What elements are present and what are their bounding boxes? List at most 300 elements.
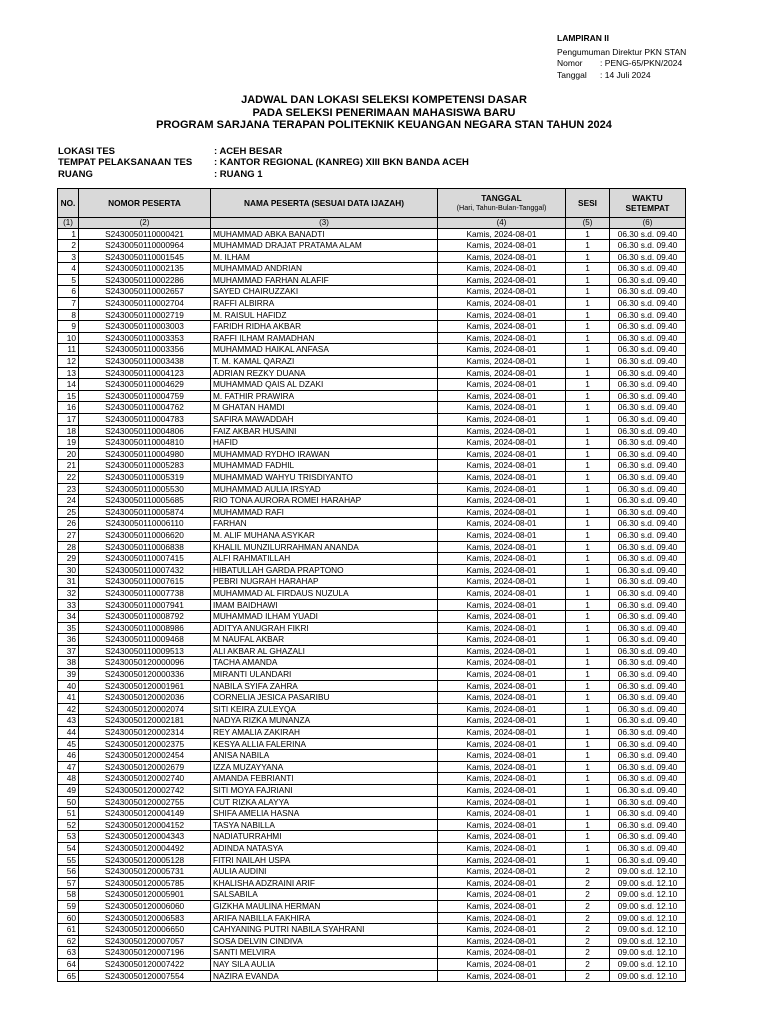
table-row [58,819,686,831]
session: 1 [566,796,610,808]
local-time: 09.00 s.d. 12.10 [610,970,686,982]
session: 1 [566,437,610,449]
tempat-value: : KANTOR REGIONAL (KANREG) XIII BKN BANDA ACEH [214,157,469,169]
title-line1: JADWAL DAN LOKASI SELEKSI KOMPETENSI DASAR [241,94,527,106]
row-number: 34 [58,611,79,623]
local-time: 06.30 s.d. 09.40 [610,518,686,530]
title-line2: PADA SELEKSI PENERIMAAN MAHASISWA BARU [252,106,516,119]
header-waktu-line1: WAKTU [632,193,663,203]
participant-name: GIZKHA MAULINA HERMAN [211,900,438,912]
table-row [58,483,686,495]
table-row [58,947,686,959]
test-date: Kamis, 2024-08-01 [438,669,566,681]
session: 1 [566,529,610,541]
table-row [58,889,686,901]
participant-name: ARIFA NABILLA FAKHIRA [211,912,438,924]
session: 2 [566,970,610,982]
table-row [58,611,686,623]
row-number: 27 [58,529,79,541]
header-nama-peserta: NAMA PESERTA (SESUAI DATA IJAZAH) [211,189,438,218]
table-row [58,495,686,507]
test-date: Kamis, 2024-08-01 [438,414,566,426]
table-row [58,738,686,750]
table-row [58,506,686,518]
participant-number: S2430050110002657 [79,286,211,298]
participant-number: S2430050110000421 [79,228,211,240]
session: 1 [566,831,610,843]
local-time: 06.30 s.d. 09.40 [610,506,686,518]
participant-number: S2430050120004492 [79,842,211,854]
row-number: 12 [58,356,79,368]
participant-name: SAYED CHAIRUZZAKI [211,286,438,298]
participant-name: HIBATULLAH GARDA PRAPTONO [211,564,438,576]
table-row [58,657,686,669]
local-time: 06.30 s.d. 09.40 [610,553,686,565]
session: 1 [566,634,610,646]
participant-name: MUHAMMAD FARHAN ALAFIF [211,274,438,286]
table-row [58,587,686,599]
test-date: Kamis, 2024-08-01 [438,750,566,762]
participant-name: MUHAMMAD AL FIRDAUS NUZULA [211,587,438,599]
test-date: Kamis, 2024-08-01 [438,344,566,356]
local-time: 06.30 s.d. 09.40 [610,831,686,843]
table-row [58,402,686,414]
table-row [58,645,686,657]
table-row [58,727,686,739]
local-time: 06.30 s.d. 09.40 [610,796,686,808]
table-row [58,309,686,321]
header-no: NO. [58,189,79,218]
table-row [58,471,686,483]
local-time: 06.30 s.d. 09.40 [610,251,686,263]
lampiran-block [557,33,686,81]
participant-name: M. ALIF MUHANA ASYKAR [211,529,438,541]
row-number: 19 [58,437,79,449]
participant-name: CORNELIA JESICA PASARIBU [211,692,438,704]
local-time: 06.30 s.d. 09.40 [610,785,686,797]
table-row [58,761,686,773]
local-time: 06.30 s.d. 09.40 [610,727,686,739]
test-date: Kamis, 2024-08-01 [438,645,566,657]
document-title [0,94,768,132]
participant-name: MUHAMMAD AULIA IRSYAD [211,483,438,495]
local-time: 06.30 s.d. 09.40 [610,622,686,634]
session: 1 [566,425,610,437]
table-row [58,842,686,854]
session: 2 [566,935,610,947]
participant-number: S2430050120002755 [79,796,211,808]
header-tanggal-sub: (Hari, Tahun-Bulan-Tanggal) [456,203,547,212]
participant-name: ANISA NABILA [211,750,438,762]
table-row [58,715,686,727]
table-row [58,680,686,692]
lampiran-line1: Pengumuman Direktur PKN STAN [557,46,687,57]
participant-number: S2430050110003353 [79,332,211,344]
row-number: 4 [58,263,79,275]
table-row [58,240,686,252]
participant-name: SHIFA AMELIA HASNA [211,808,438,820]
table-row [58,831,686,843]
test-date: Kamis, 2024-08-01 [438,947,566,959]
row-number: 9 [58,321,79,333]
participant-number: S2430050120007422 [79,958,211,970]
table-row [58,379,686,391]
local-time: 06.30 s.d. 09.40 [610,471,686,483]
row-number: 64 [58,958,79,970]
row-number: 7 [58,298,79,310]
participant-name: RIO TONA AURORA ROMEI HARAHAP [211,495,438,507]
local-time: 06.30 s.d. 09.40 [610,448,686,460]
participant-number: S2430050120004152 [79,819,211,831]
test-date: Kamis, 2024-08-01 [438,819,566,831]
participant-name: M NAUFAL AKBAR [211,634,438,646]
header-nomor-peserta: NOMOR PESERTA [79,189,211,218]
row-number: 30 [58,564,79,576]
table-row [58,808,686,820]
row-number: 3 [58,251,79,263]
participants-table [57,188,686,982]
local-time: 06.30 s.d. 09.40 [610,367,686,379]
participant-number: S2430050110000964 [79,240,211,252]
session: 1 [566,738,610,750]
participant-number: S2430050120002181 [79,715,211,727]
row-number: 13 [58,367,79,379]
row-number: 56 [58,866,79,878]
participant-number: S2430050110006838 [79,541,211,553]
participant-number: S2430050110007738 [79,587,211,599]
row-number: 28 [58,541,79,553]
local-time: 06.30 s.d. 09.40 [610,541,686,553]
test-date: Kamis, 2024-08-01 [438,425,566,437]
header-waktu-line2: SETEMPAT [625,203,670,213]
colnum-2: (2) [79,218,211,229]
session: 2 [566,947,610,959]
local-time: 06.30 s.d. 09.40 [610,819,686,831]
row-number: 42 [58,703,79,715]
test-date: Kamis, 2024-08-01 [438,924,566,936]
participant-number: S2430050110004980 [79,448,211,460]
test-date: Kamis, 2024-08-01 [438,715,566,727]
local-time: 06.30 s.d. 09.40 [610,669,686,681]
participant-number: S2430050120004149 [79,808,211,820]
participant-number: S2430050120002314 [79,727,211,739]
row-number: 26 [58,518,79,530]
row-number: 60 [58,912,79,924]
row-number: 44 [58,727,79,739]
session: 2 [566,912,610,924]
local-time: 06.30 s.d. 09.40 [610,703,686,715]
participant-name: SOSA DELVIN CINDIVA [211,935,438,947]
local-time: 06.30 s.d. 09.40 [610,634,686,646]
table-row [58,251,686,263]
test-date: Kamis, 2024-08-01 [438,900,566,912]
table-row [58,344,686,356]
table-row [58,796,686,808]
row-number: 24 [58,495,79,507]
test-date: Kamis, 2024-08-01 [438,564,566,576]
table-row [58,866,686,878]
table-row [58,529,686,541]
session: 1 [566,622,610,634]
session: 2 [566,866,610,878]
local-time: 09.00 s.d. 12.10 [610,866,686,878]
session: 1 [566,251,610,263]
test-date: Kamis, 2024-08-01 [438,286,566,298]
local-time: 06.30 s.d. 09.40 [610,692,686,704]
participant-name: M GHATAN HAMDI [211,402,438,414]
test-date: Kamis, 2024-08-01 [438,576,566,588]
row-number: 53 [58,831,79,843]
local-time: 06.30 s.d. 09.40 [610,738,686,750]
table-row [58,924,686,936]
table-row [58,958,686,970]
participant-number: S2430050110005685 [79,495,211,507]
participant-number: S2430050110004629 [79,379,211,391]
session: 2 [566,889,610,901]
test-date: Kamis, 2024-08-01 [438,553,566,565]
participant-name: KESYA ALLIA FALERINA [211,738,438,750]
test-date: Kamis, 2024-08-01 [438,298,566,310]
local-time: 06.30 s.d. 09.40 [610,390,686,402]
table-row [58,564,686,576]
row-number: 20 [58,448,79,460]
row-number: 35 [58,622,79,634]
table-header-row [58,189,686,218]
row-number: 63 [58,947,79,959]
test-date: Kamis, 2024-08-01 [438,935,566,947]
test-date: Kamis, 2024-08-01 [438,460,566,472]
session: 1 [566,599,610,611]
table-row [58,425,686,437]
participant-name: SALSABILA [211,889,438,901]
test-date: Kamis, 2024-08-01 [438,309,566,321]
session: 1 [566,750,610,762]
participant-name: ALI AKBAR AL GHAZALI [211,645,438,657]
table-row [58,970,686,982]
local-time: 06.30 s.d. 09.40 [610,761,686,773]
test-date: Kamis, 2024-08-01 [438,854,566,866]
row-number: 22 [58,471,79,483]
session: 1 [566,727,610,739]
participant-name: SANTI MELVIRA [211,947,438,959]
participant-number: S2430050110008986 [79,622,211,634]
row-number: 25 [58,506,79,518]
session: 1 [566,228,610,240]
location-info [58,146,469,180]
column-number-row [58,218,686,229]
test-date: Kamis, 2024-08-01 [438,506,566,518]
participant-number: S2430050120002679 [79,761,211,773]
test-date: Kamis, 2024-08-01 [438,599,566,611]
session: 1 [566,402,610,414]
participant-name: PEBRI NUGRAH HARAHAP [211,576,438,588]
session: 1 [566,460,610,472]
local-time: 09.00 s.d. 12.10 [610,889,686,901]
session: 1 [566,564,610,576]
local-time: 06.30 s.d. 09.40 [610,414,686,426]
participant-number: S2430050120005731 [79,866,211,878]
test-date: Kamis, 2024-08-01 [438,437,566,449]
nomor-value: : PENG-65/PKN/2024 [600,58,683,68]
test-date: Kamis, 2024-08-01 [438,483,566,495]
nomor-key: Nomor [557,58,583,68]
row-number: 41 [58,692,79,704]
test-date: Kamis, 2024-08-01 [438,518,566,530]
local-time: 06.30 s.d. 09.40 [610,564,686,576]
row-number: 45 [58,738,79,750]
lampiran-tanggal [557,70,686,82]
row-number: 8 [58,309,79,321]
local-time: 06.30 s.d. 09.40 [610,344,686,356]
session: 1 [566,367,610,379]
participant-name: NADYA RIZKA MUNANZA [211,715,438,727]
tanggal-key: Tanggal [557,69,587,80]
row-number: 5 [58,274,79,286]
table-row [58,228,686,240]
participant-number: S2430050110009468 [79,634,211,646]
table-row [58,437,686,449]
participant-number: S2430050110005283 [79,460,211,472]
header-tanggal-label: TANGGAL [481,193,522,203]
local-time: 06.30 s.d. 09.40 [610,228,686,240]
header-waktu [610,189,686,218]
participant-number: S2430050110007615 [79,576,211,588]
participant-number: S2430050110004783 [79,414,211,426]
participant-number: S2430050110002719 [79,309,211,321]
participant-number: S2430050110007941 [79,599,211,611]
session: 1 [566,587,610,599]
local-time: 06.30 s.d. 09.40 [610,599,686,611]
table-row [58,703,686,715]
participant-name: TASYA NABILLA [211,819,438,831]
participant-number: S2430050110005530 [79,483,211,495]
session: 1 [566,518,610,530]
test-date: Kamis, 2024-08-01 [438,251,566,263]
test-date: Kamis, 2024-08-01 [438,831,566,843]
session: 1 [566,495,610,507]
participant-number: S2430050110005874 [79,506,211,518]
participant-number: S2430050110002286 [79,274,211,286]
row-number: 2 [58,240,79,252]
local-time: 06.30 s.d. 09.40 [610,286,686,298]
lokasi-value: : ACEH BESAR [214,146,283,157]
test-date: Kamis, 2024-08-01 [438,877,566,889]
colnum-6: (6) [610,218,686,229]
participant-name: MUHAMMAD RYDHO IRAWAN [211,448,438,460]
test-date: Kamis, 2024-08-01 [438,390,566,402]
row-number: 10 [58,332,79,344]
table-row [58,576,686,588]
participant-name: MUHAMMAD WAHYU TRISDIYANTO [211,471,438,483]
participant-number: S2430050110004810 [79,437,211,449]
local-time: 09.00 s.d. 12.10 [610,947,686,959]
session: 1 [566,379,610,391]
local-time: 06.30 s.d. 09.40 [610,274,686,286]
participant-name: MUHAMMAD ABKA BANADTI [211,228,438,240]
session: 1 [566,344,610,356]
test-date: Kamis, 2024-08-01 [438,321,566,333]
session: 1 [566,541,610,553]
participant-number: S2430050110004759 [79,390,211,402]
tanggal-value: : 14 Juli 2024 [600,69,651,80]
local-time: 06.30 s.d. 09.40 [610,263,686,275]
participant-name: IZZA MUZAYYANA [211,761,438,773]
row-number: 43 [58,715,79,727]
participant-name: M. FATHIR PRAWIRA [211,390,438,402]
colnum-4: (4) [438,218,566,229]
participant-name: CAHYANING PUTRI NABILA SYAHRANI [211,924,438,936]
tempat-key: TEMPAT PELAKSANAAN TES [58,157,193,169]
local-time: 06.30 s.d. 09.40 [610,529,686,541]
session: 1 [566,471,610,483]
test-date: Kamis, 2024-08-01 [438,622,566,634]
test-date: Kamis, 2024-08-01 [438,889,566,901]
test-date: Kamis, 2024-08-01 [438,402,566,414]
test-date: Kamis, 2024-08-01 [438,634,566,646]
participant-number: S2430050110002135 [79,263,211,275]
participant-number: S2430050110006110 [79,518,211,530]
participant-number: S2430050110005319 [79,471,211,483]
participant-name: MUHAMMAD HAIKAL ANFASA [211,344,438,356]
table-row [58,321,686,333]
row-number: 57 [58,877,79,889]
session: 1 [566,448,610,460]
table-row [58,854,686,866]
header-sesi: SESI [566,189,610,218]
test-date: Kamis, 2024-08-01 [438,912,566,924]
row-number: 51 [58,808,79,820]
session: 1 [566,773,610,785]
table-row [58,900,686,912]
row-number: 14 [58,379,79,391]
table-row [58,634,686,646]
participant-number: S2430050110004123 [79,367,211,379]
local-time: 06.30 s.d. 09.40 [610,842,686,854]
local-time: 06.30 s.d. 09.40 [610,854,686,866]
test-date: Kamis, 2024-08-01 [438,529,566,541]
colnum-1: (1) [58,218,79,229]
test-date: Kamis, 2024-08-01 [438,796,566,808]
local-time: 06.30 s.d. 09.40 [610,425,686,437]
session: 1 [566,657,610,669]
session: 1 [566,263,610,275]
session: 1 [566,414,610,426]
row-number: 55 [58,854,79,866]
row-number: 32 [58,587,79,599]
participant-name: ADRIAN REZKY DUANA [211,367,438,379]
participant-number: S2430050110006620 [79,529,211,541]
row-number: 1 [58,228,79,240]
participant-name: MUHAMMAD DRAJAT PRATAMA ALAM [211,240,438,252]
row-number: 61 [58,924,79,936]
participant-name: KHALIL MUNZILURRAHMAN ANANDA [211,541,438,553]
local-time: 09.00 s.d. 12.10 [610,877,686,889]
local-time: 06.30 s.d. 09.40 [610,657,686,669]
participant-number: S2430050110004806 [79,425,211,437]
test-date: Kamis, 2024-08-01 [438,611,566,623]
participant-number: S2430050110008792 [79,611,211,623]
test-date: Kamis, 2024-08-01 [438,471,566,483]
session: 1 [566,286,610,298]
participant-number: S2430050120002454 [79,750,211,762]
participant-name: RAFFI ALBIRRA [211,298,438,310]
local-time: 09.00 s.d. 12.10 [610,924,686,936]
test-date: Kamis, 2024-08-01 [438,587,566,599]
participant-number: S2430050110003003 [79,321,211,333]
participant-name: CUT RIZKA ALAYYA [211,796,438,808]
row-number: 59 [58,900,79,912]
local-time: 09.00 s.d. 12.10 [610,935,686,947]
